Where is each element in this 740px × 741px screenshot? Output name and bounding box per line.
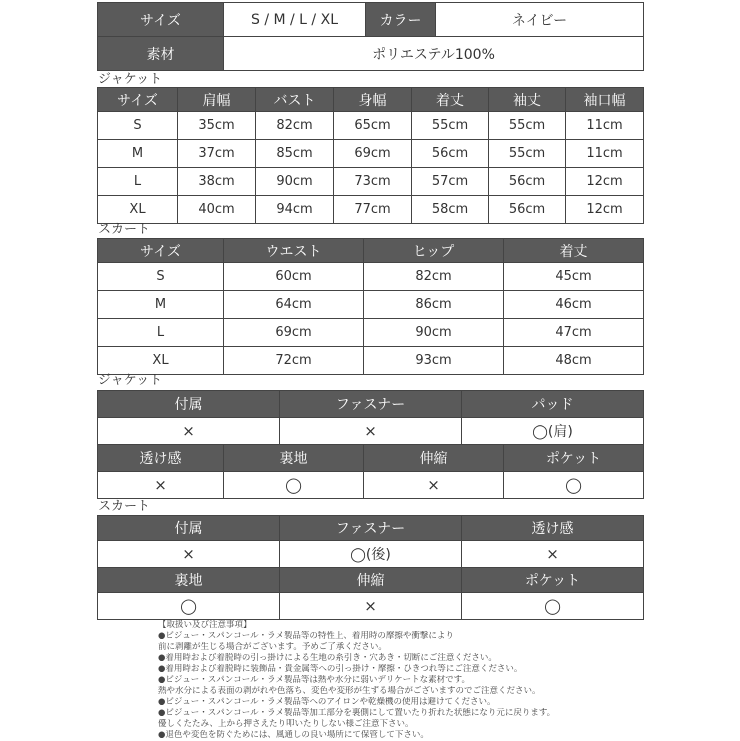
col-header: 着丈 bbox=[504, 239, 644, 263]
value-cell: 40cm bbox=[178, 196, 256, 224]
value-cell: 90cm bbox=[256, 168, 334, 196]
value-cell: 55cm bbox=[412, 112, 489, 140]
spec-value: × bbox=[98, 418, 280, 445]
spec-value: × bbox=[98, 541, 280, 568]
note-line: 優しくたたみ、上から押さえたり叩いたりしない様ご注意下さい。 bbox=[158, 719, 414, 729]
value-cell: 82cm bbox=[364, 263, 504, 291]
col-header: 袖丈 bbox=[489, 88, 566, 112]
value-cell: 37cm bbox=[178, 140, 256, 168]
spec-header: ポケット bbox=[462, 568, 644, 593]
value-cell: 55cm bbox=[489, 140, 566, 168]
note-line: ●ビジュー・スパンコール・ラメ製品等の特性上、着用時の摩擦や衝撃により bbox=[158, 631, 454, 641]
color-value: ネイビー bbox=[436, 3, 644, 37]
value-cell: 90cm bbox=[364, 319, 504, 347]
info-table bbox=[97, 2, 644, 71]
value-cell: 82cm bbox=[256, 112, 334, 140]
note-line: 熱や水分による表面の剥がれや色落ち、変色や変形が生ずる場合がございますのでご注意ください。 bbox=[158, 686, 541, 696]
notes-title: 【取扱い及び注意事項】 bbox=[158, 620, 252, 630]
spec-header: ファスナー bbox=[280, 391, 462, 418]
spec-value: × bbox=[280, 593, 462, 620]
note-line: ●着用時および着脱時の引っ掛けによる生地の糸引き・穴あき・切断にご注意ください。 bbox=[158, 653, 497, 663]
size-label: サイズ bbox=[98, 3, 224, 37]
color-label: カラー bbox=[366, 3, 436, 37]
note-line: ●ビジュー・スパンコール・ラメ製品等へのアイロンや乾燥機の使用は避けてください。 bbox=[158, 697, 496, 707]
spec-value: × bbox=[98, 472, 224, 499]
spec-value: × bbox=[462, 541, 644, 568]
value-cell: 73cm bbox=[334, 168, 412, 196]
table-row bbox=[98, 140, 644, 168]
table-row bbox=[98, 112, 644, 140]
value-cell: 12cm bbox=[566, 196, 644, 224]
value-cell: 47cm bbox=[504, 319, 644, 347]
col-header: 肩幅 bbox=[178, 88, 256, 112]
spec-value: ◯ bbox=[98, 593, 280, 620]
value-cell: 65cm bbox=[334, 112, 412, 140]
value-cell: 69cm bbox=[334, 140, 412, 168]
value-cell: 38cm bbox=[178, 168, 256, 196]
spec-value: ◯ bbox=[462, 593, 644, 620]
value-cell: 46cm bbox=[504, 291, 644, 319]
value-cell: 58cm bbox=[412, 196, 489, 224]
spec-header: ポケット bbox=[504, 445, 644, 472]
value-cell: 86cm bbox=[364, 291, 504, 319]
spec-value: × bbox=[280, 418, 462, 445]
value-cell: 64cm bbox=[224, 291, 364, 319]
value-cell: 11cm bbox=[566, 140, 644, 168]
note-line: ●着用時および着脱時に装飾品・貴金属等への引っ掛け・摩擦・ひきつれ等にご注意ください。 bbox=[158, 664, 523, 674]
skirt-spec-table-1 bbox=[97, 515, 644, 620]
spec-header: 透け感 bbox=[98, 445, 224, 472]
skirt-spec-title: スカート bbox=[98, 499, 151, 514]
size-cell: S bbox=[98, 112, 178, 140]
jacket-size-table bbox=[97, 87, 644, 224]
skirt-size-table bbox=[97, 238, 644, 375]
jacket-spec-table-1 bbox=[97, 390, 644, 445]
note-line: ●退色や変色を防ぐためには、風通しの良い場所にて保管して下さい。 bbox=[158, 730, 429, 740]
value-cell: 57cm bbox=[412, 168, 489, 196]
note-line: ●ビジュー・スパンコール・ラメ製品等は熱や水分に弱いデリケートな素材です。 bbox=[158, 675, 470, 685]
spec-header: 伸縮 bbox=[364, 445, 504, 472]
size-cell: XL bbox=[98, 196, 178, 224]
spec-value: ◯ bbox=[504, 472, 644, 499]
value-cell: 56cm bbox=[412, 140, 489, 168]
spec-value: ◯ bbox=[224, 472, 364, 499]
value-cell: 11cm bbox=[566, 112, 644, 140]
material-value: ポリエステル100% bbox=[224, 37, 644, 71]
col-header: サイズ bbox=[98, 239, 224, 263]
value-cell: 94cm bbox=[256, 196, 334, 224]
table-row bbox=[98, 263, 644, 291]
value-cell: 72cm bbox=[224, 347, 364, 375]
value-cell: 93cm bbox=[364, 347, 504, 375]
value-cell: 45cm bbox=[504, 263, 644, 291]
col-header: 着丈 bbox=[412, 88, 489, 112]
col-header: 袖口幅 bbox=[566, 88, 644, 112]
value-cell: 56cm bbox=[489, 168, 566, 196]
size-value: S / M / L / XL bbox=[224, 3, 366, 37]
note-line: 前に剥離が生じる場合がございます。予めご了承ください。 bbox=[158, 642, 387, 652]
spec-value: × bbox=[364, 472, 504, 499]
table-row bbox=[98, 291, 644, 319]
size-cell: XL bbox=[98, 347, 224, 375]
size-cell: S bbox=[98, 263, 224, 291]
spec-header: 伸縮 bbox=[280, 568, 462, 593]
value-cell: 55cm bbox=[489, 112, 566, 140]
value-cell: 48cm bbox=[504, 347, 644, 375]
spec-header: 透け感 bbox=[462, 516, 644, 541]
size-cell: M bbox=[98, 291, 224, 319]
jacket-spec-title: ジャケット bbox=[98, 373, 163, 388]
table-row bbox=[98, 347, 644, 375]
skirt-size-title: スカート bbox=[98, 222, 151, 237]
size-cell: L bbox=[98, 319, 224, 347]
note-line: ●ビジュー・スパンコール・ラメ製品等加工部分を裏側にして置いたり折れた状態になり元に戻ります。 bbox=[158, 708, 556, 718]
col-header: 身幅 bbox=[334, 88, 412, 112]
value-cell: 12cm bbox=[566, 168, 644, 196]
spec-header: パッド bbox=[462, 391, 644, 418]
table-row bbox=[98, 168, 644, 196]
size-cell: L bbox=[98, 168, 178, 196]
col-header: サイズ bbox=[98, 88, 178, 112]
spec-header: 付属 bbox=[98, 391, 280, 418]
material-label: 素材 bbox=[98, 37, 224, 71]
value-cell: 35cm bbox=[178, 112, 256, 140]
col-header: ウエスト bbox=[224, 239, 364, 263]
jacket-size-title: ジャケット bbox=[98, 72, 163, 87]
value-cell: 60cm bbox=[224, 263, 364, 291]
spec-header: 裏地 bbox=[224, 445, 364, 472]
value-cell: 69cm bbox=[224, 319, 364, 347]
spec-header: ファスナー bbox=[280, 516, 462, 541]
col-header: ヒップ bbox=[364, 239, 504, 263]
spec-header: 裏地 bbox=[98, 568, 280, 593]
jacket-spec-table-2 bbox=[97, 444, 644, 499]
value-cell: 56cm bbox=[489, 196, 566, 224]
table-row bbox=[98, 319, 644, 347]
col-header: バスト bbox=[256, 88, 334, 112]
size-cell: M bbox=[98, 140, 178, 168]
value-cell: 77cm bbox=[334, 196, 412, 224]
care-notes bbox=[158, 620, 608, 741]
spec-value: ◯(後) bbox=[280, 541, 462, 568]
spec-header: 付属 bbox=[98, 516, 280, 541]
spec-value: ◯(肩) bbox=[462, 418, 644, 445]
table-row bbox=[98, 196, 644, 224]
value-cell: 85cm bbox=[256, 140, 334, 168]
